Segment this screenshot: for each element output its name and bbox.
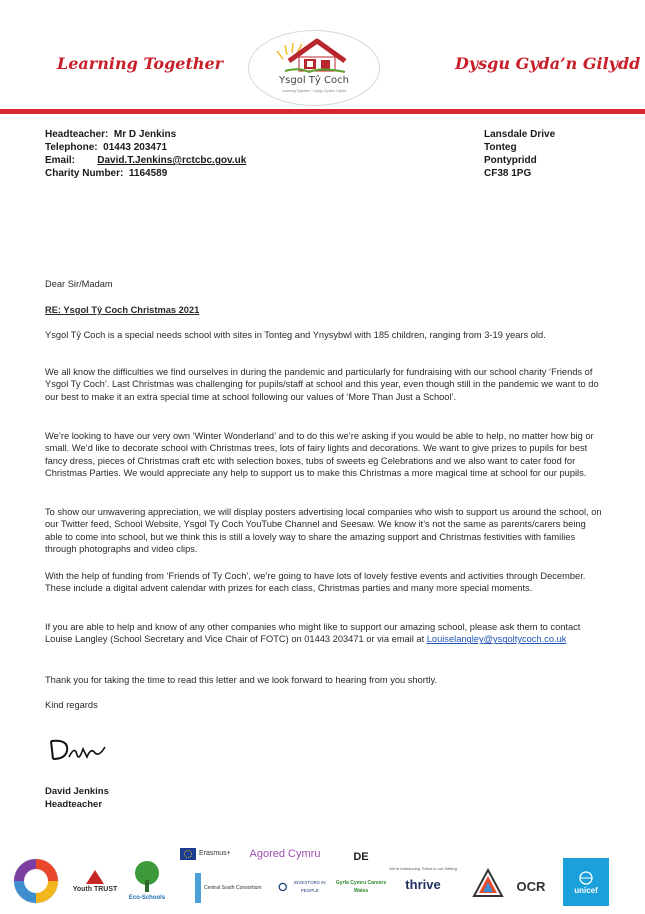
eu-flag-icon [180,848,196,860]
investors-ring-icon [278,881,288,893]
eco-schools-logo [124,857,170,905]
investors-in-people-logo [278,874,330,900]
careers-wales-logo [335,874,387,900]
consortium-logo [195,873,269,903]
school-logo-house-icon [249,31,379,105]
signatory-title: Headteacher [45,798,103,810]
youth-trust-logo [70,862,120,900]
erasmus-text: Erasmus+ [199,850,231,857]
closing: Kind regards [45,700,98,710]
paragraph-text: If you are able to help and know of any other companies who might like to support our amazing school, please ask them to contact Louise Langley (School Secretary and Vice Chair of FOTC) on 01443 203471 or via email at [45,622,581,645]
thrive-tagline: We're introducing Thrive in our Setting [389,866,457,871]
ocr-logo [508,874,554,898]
logo-school-name: Ysgol Tŷ Coch [279,75,349,86]
paragraph: We all know the difficulties we find ourselves in during the pandemic and particularly for fundraising with our school charity ‘Friends of Ysgol Ty Coch’. Last Christmas was challenging for pupils/staff at school and this year, even though still in the pandemic we want to do our best to make it an extra special time at school following our values of ‘More Than Just a School’. [45,367,599,402]
tagline-right: Dysgu Gyda’n Gilydd [455,54,641,73]
headteacher-label: Headteacher: [45,129,109,140]
address-line: Lansdale Drive [484,129,556,140]
tagline-left: Learning Together [57,54,224,73]
telephone-label: Telephone: [45,142,98,153]
telephone-value: 01443 203471 [103,142,168,153]
school-logo [248,30,380,106]
address-line: CF38 1PG [484,168,532,179]
thrive-logo [388,853,458,905]
charity-value: 1164589 [128,168,168,179]
unicef-logo [563,858,609,906]
consortium-text: Central South Consortium [204,885,262,891]
youth-trust-emblem-icon [84,868,106,886]
triangle-logo-icon [472,868,504,898]
salutation: Dear Sir/Madam [45,279,113,289]
school-address [484,128,555,180]
erasmus-logo [180,846,242,862]
paragraph: Thank you for taking the time to read this letter and we look forward to hearing from you shortly. [45,675,438,685]
signatory-name: David Jenkins [45,786,109,797]
de-logo [345,846,377,868]
headteacher-value: Mr D Jenkins [113,129,177,140]
youth-trust-text: Youth TRUST [72,886,118,893]
header-divider [0,109,645,114]
signature-icon [47,735,117,765]
paragraph: With the help of funding from ‘Friends of Ty Coch’, we’re going to have lots of lovely festive events and activities through December. These include a digital advent calendar with prizes for each class, Christmas parties and many more special moments. [45,571,586,594]
unicef-globe-icon [578,870,594,886]
charity-label: Charity Number: [45,168,124,179]
community-circle-icon [12,857,60,905]
eco-schools-text: Eco-Schools [128,895,166,901]
investors-text: INVESTORS IN PEOPLE [293,880,326,893]
paragraph: Ysgol Tŷ Coch is a special needs school with sites in Tonteg and Ynysybwl with 185 children, ranging from 3-19 years old. [45,330,546,340]
contact-details [45,128,246,180]
paragraph: To show our unwavering appreciation, we will display posters advertising local companies who wish to support us around the school, on our Twitter feed, School Website, Ysgol Ty Coch YouTube Channel and Seesaw. We know it’s not the same as parents/carers being able to come into school, but we think this is still a lovely way to share the amazing support and Christmas festivities with families through photographs and video clips. [45,507,602,554]
unicef-text: unicef [574,885,598,895]
paragraph: We’re looking to have our very own ‘Winter Wonderland’ and to do this we’re asking if you would be able to help, no matter how big or small. We’d like to decorate school with Christmas trees, lots of fairy lights and decorations. We want to give prizes to pupils for best fancy dress, pieces of Christmas craft etc with selection boxes, tubs of sweets eg Celebrations and we also want to cater food for Christmas Parties. We would appreciate any help to support us to make this Christmas a more magical time at school for our pupils. [45,431,594,478]
agored-cymru-logo [244,842,326,866]
secretary-email-link[interactable]: Louiselangley@ysgoltycoch.co.uk [426,634,567,645]
signatory [45,786,109,811]
headteacher-email-link[interactable]: David.T.Jenkins@rctcbc.gov.uk [97,155,247,166]
de-text: DE [353,851,369,863]
tree-icon [129,860,165,894]
ocr-text: OCR [516,878,546,894]
address-line: Tonteg [484,142,517,153]
email-label: Email: [45,155,76,166]
agored-text: Agored Cymru [249,848,321,860]
logo-motto: Learning Together · Dysgu Gyda'n Gilydd [281,89,347,93]
paragraph [45,621,605,646]
thrive-text: thrive [405,877,441,892]
address-line: Pontypridd [484,155,537,166]
careers-text: Gyrfa Cymru Careers Wales [335,880,387,894]
letter-subject: RE: Ysgol Tŷ Coch Christmas 2021 [45,305,200,315]
